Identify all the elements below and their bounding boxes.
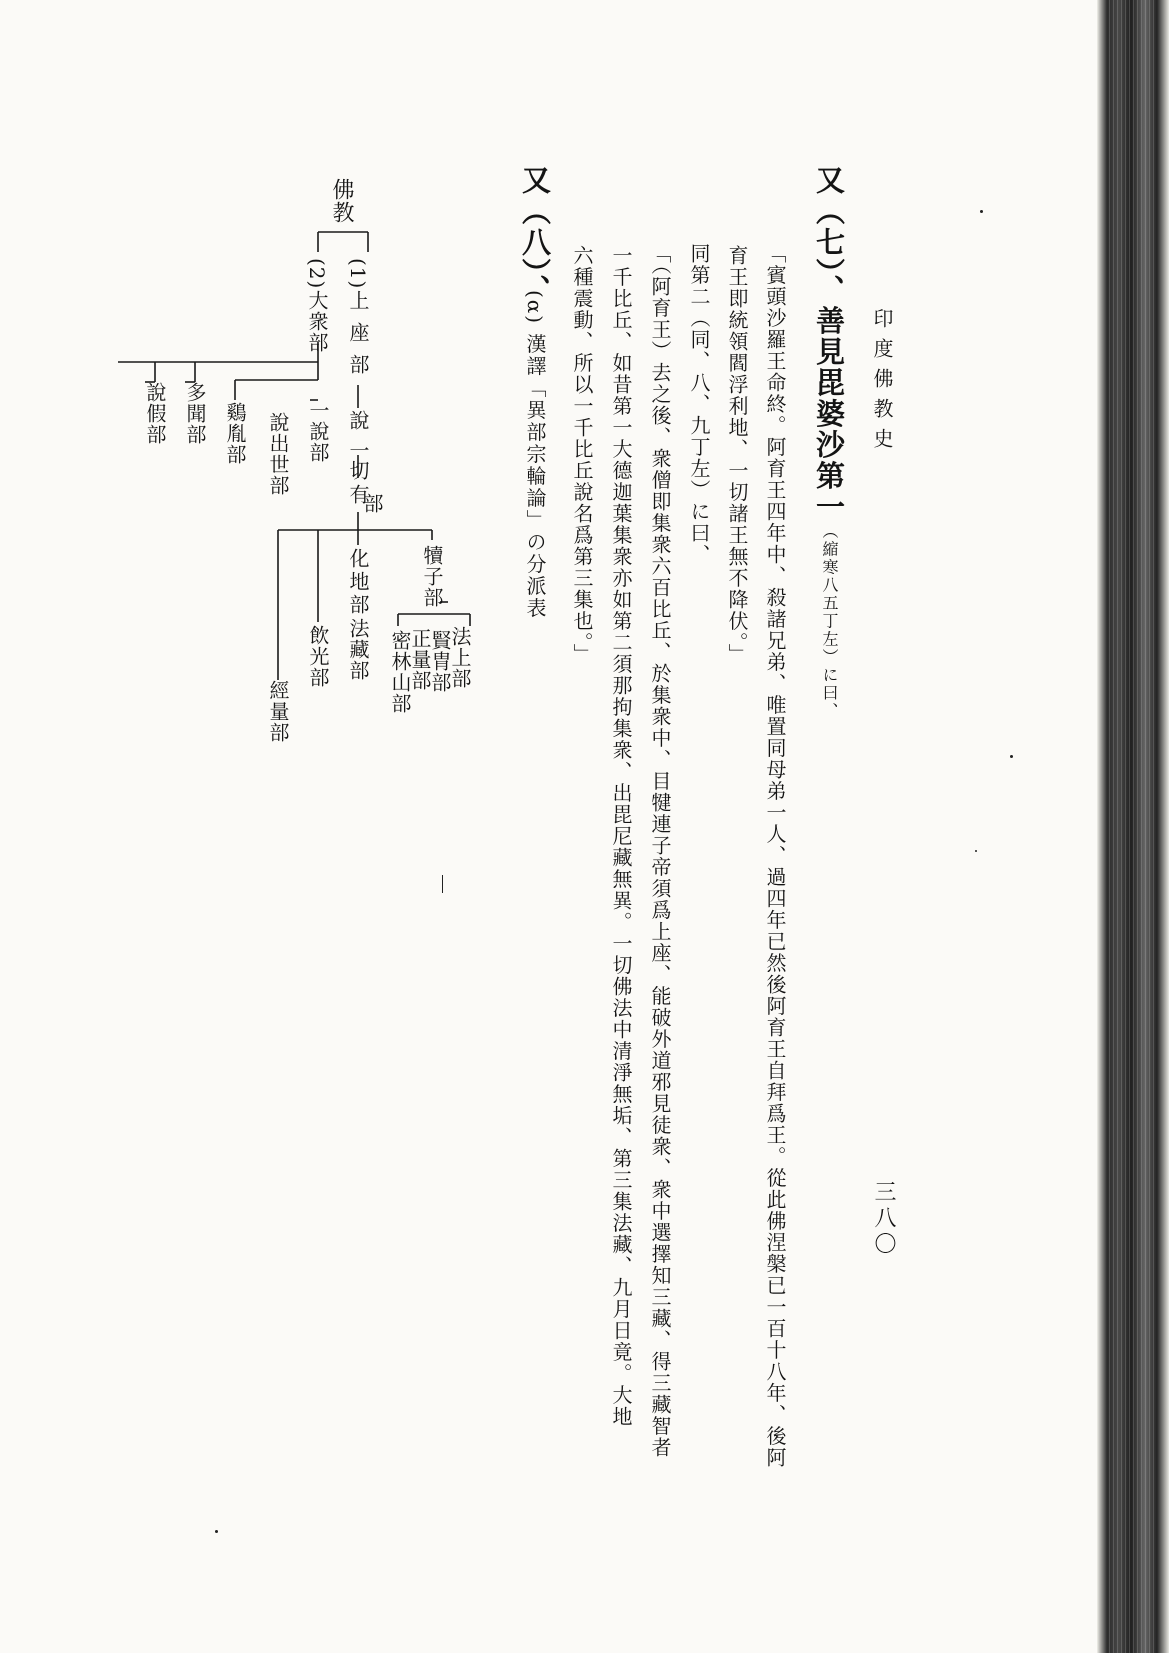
tree-mitsurin: 密林山部 [388,630,412,714]
tree-tokushi: 犢子部 [420,545,444,608]
tree-sekke: 說假部 [143,382,167,445]
table-caption: (α) 漢譯「異部宗輪論」の分派表 [523,290,547,620]
tree-label-n1: (1) [346,258,370,290]
page-number: 三八〇 [871,1180,896,1258]
body-line-4: 「（阿育王）去之後、衆僧即集衆六百比丘、於集衆中、目犍連子帝須爲上座、能破外道邪見徒衆、衆中選擇知三藏、得三藏智者 [648,243,672,1459]
tree-kechi: 化地部 [346,548,370,617]
tree-joza: 上座部 [346,290,370,386]
section-heading-8: 又（八）、 [518,165,552,306]
scan-speck [442,875,443,893]
tree-tamon: 多聞部 [183,382,207,445]
tree-sarva-1: 說 [346,410,370,431]
tree-sarva-4: 有 [346,484,370,505]
tree-hozo: 法藏部 [346,618,370,681]
tree-root: 佛教 [329,178,354,224]
tree-shusse: 說出世部 [266,412,290,496]
tree-hojo: 法上部 [448,626,472,689]
tree-kyoryo: 經量部 [266,680,290,743]
body-line-1: 「賓頭沙羅王命終。阿育王四年中、殺諸兄弟、唯置同母弟一人、過四年已然後阿育王自拜爲王。從此佛涅槃已一百十八年、後阿 [763,243,787,1469]
tree-daishu: 大衆部 [305,290,329,353]
tree-keiin: 鷄胤部 [223,402,247,465]
scan-speck [215,1530,218,1533]
tree-sarva-5: 部 [360,493,384,514]
tree-sarva-3: 切 [346,460,370,481]
scan-speck [1010,755,1013,758]
tree-shoryo: 正量部 [408,628,432,691]
running-head: 印度佛教史 [870,308,894,458]
tree-kenjo: 賢胄部 [428,630,452,693]
heading-note: （縮寒八五丁左）に曰、 [820,522,839,721]
body-line-6: 六種震動、所以一千比丘說名爲第三集也。」 [570,245,594,665]
tree-sarva-2: 一 [346,440,370,461]
scan-speck [975,850,977,852]
tree-onko: 飲光部 [306,625,330,688]
heading-text: 又（七）、善見毘婆沙第一 [812,165,846,523]
scan-speck [980,210,983,213]
tree-label-n2: (2) [305,258,329,290]
body-line-2: 育王即統領閻浮利地、一切諸王無不降伏。」 [725,245,749,665]
tree-issetsu: 一說部 [306,400,330,463]
body-line-5: 一千比丘、如昔第一大德迦葉集衆亦如第二須那拘集衆、出毘尼藏無異。一切佛法中清淨無垢、第三集法藏、九月日竟。大地 [609,245,633,1428]
body-line-3: 同第二（同、八、九丁左）に曰、 [687,243,711,566]
